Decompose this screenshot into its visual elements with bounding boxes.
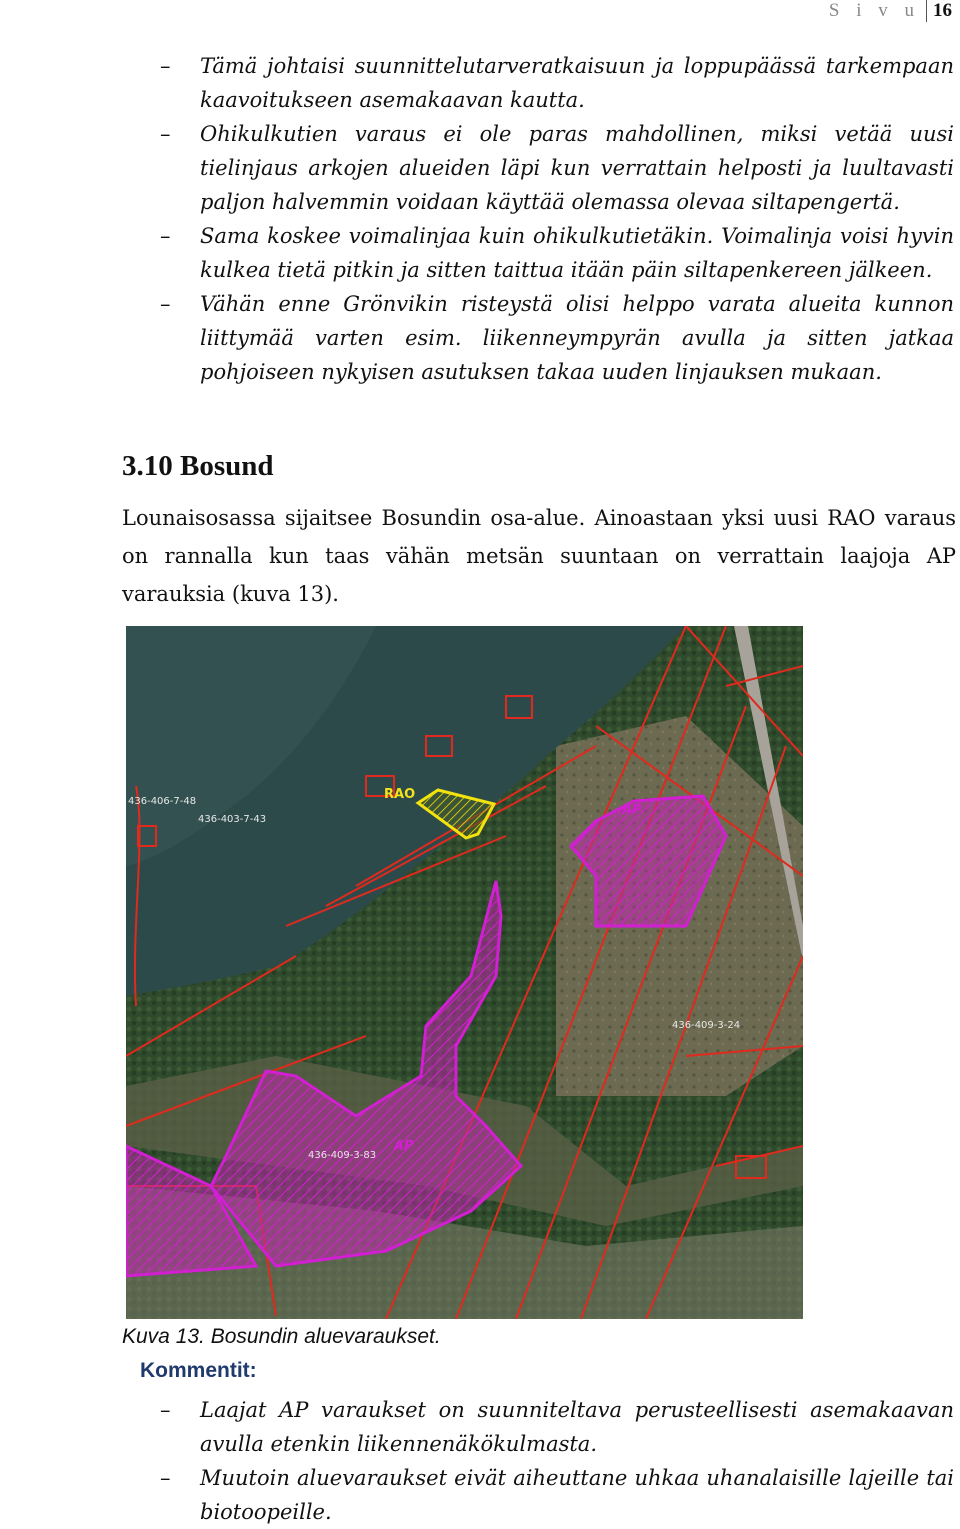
dash-marker: – [160,1466,171,1490]
list-item [0,287,960,389]
aerial-map [126,626,803,1319]
list-item [0,219,960,287]
dash-marker: – [160,292,171,316]
page-header [829,0,952,22]
comments-title: Kommentit: [140,1359,257,1382]
list-item-text: Ohikulkutien varaus ei ole paras mahdollinen, miksi vetää uusi tielinjaus arkojen alueiden läpi kun verrattain helposti ja luultavasti paljon halvemmin voidaan käyttää olemassa olevaa siltapengertä. [200,122,954,214]
list-item-text: Laajat AP varaukset on suunniteltava perusteellisesti asemakaavan avulla etenkin liikennenäkökulmasta. [200,1398,954,1456]
dash-marker: – [160,54,171,78]
list-item [0,1393,960,1461]
list-item [0,117,960,219]
parcel-label: 436-406-7-48 [128,796,197,807]
list-item-text: Sama koskee voimalinjaa kuin ohikulkutietäkin. Voimalinja voisi hyvin kulkea tietä pitkin ja sitten taittua itään päin siltapenkereen jälkeen. [200,224,954,282]
rao-label: RAO [384,787,416,802]
list-item-text: Vähän enne Grönvikin risteystä olisi helppo varata alueita kunnon liittymää varten esim. liikenneympyrän avulla ja sitten jatkaa pohjoiseen nykyisen asutuksen takaa uuden linjauksen mukaan. [200,292,954,384]
ap-label-left: AP [394,1139,414,1154]
list-item [0,1461,960,1529]
page-label: S i v u [828,0,920,21]
dash-marker: – [160,122,171,146]
figure-caption: Kuva 13. Bosundin aluevaraukset. [122,1325,441,1348]
parcel-label: 436-409-3-24 [672,1020,741,1031]
dash-marker: – [160,1398,171,1422]
section-paragraph: Lounaisosassa sijaitsee Bosundin osa-alue. Ainoastaan yksi uusi RAO varaus on rannalla kun taas vähän metsän suuntaan on verrattain laajoja AP varauksia (kuva 13). [122,506,956,606]
section-heading: 3.10 Bosund [122,450,274,482]
aerial-map-svg [126,626,803,1319]
intro-bullet-list [0,49,960,389]
list-item [0,49,960,117]
header-divider [926,0,927,22]
page-number: 16 [933,0,952,21]
comments-bullet-list [0,1393,960,1529]
list-item-text: Muutoin aluevaraukset eivät aiheuttane uhkaa uhanalaisille lajeille tai biotoopeille. [200,1466,954,1524]
parcel-label: 436-409-3-83 [308,1150,377,1161]
dash-marker: – [160,224,171,248]
list-item-text: Tämä johtaisi suunnittelutarveratkaisuun ja loppupäässä tarkempaan kaavoitukseen asemakaavan kautta. [200,54,954,112]
parcel-label: 436-403-7-43 [198,814,267,825]
ap-label-right: AP [622,803,642,818]
